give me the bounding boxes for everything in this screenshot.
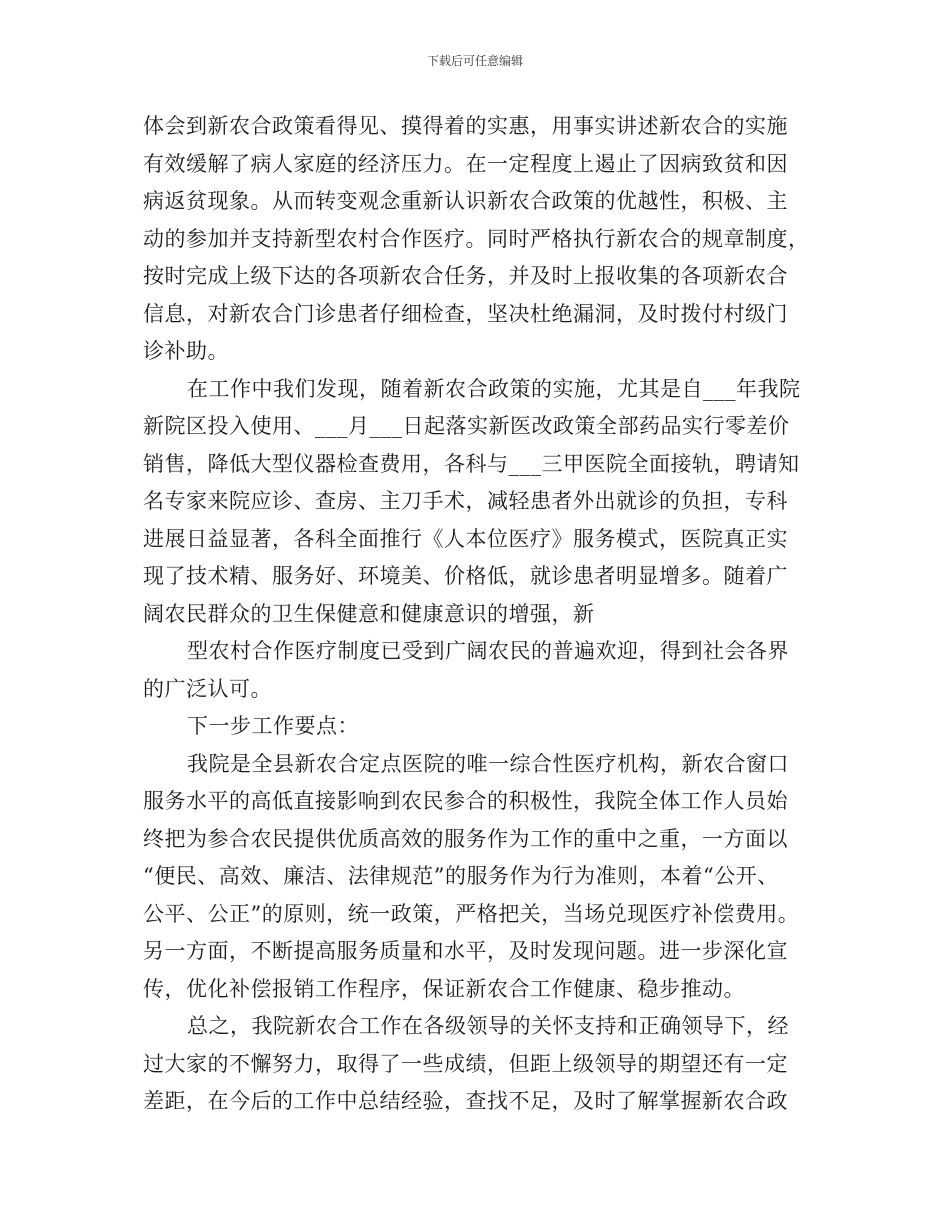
text-line: 过大家的不懈努力，取得了一些成绩，但距上级领导的期望还有一定 (143, 1051, 788, 1076)
text-line: 型农村合作医疗制度已受到广阔农民的普遍欢迎，得到社会各界 (187, 639, 789, 663)
text-line: 阔农民群众的卫生保健意和健康意识的增强，新 (143, 601, 595, 626)
text-line: 销售，降低大型仪器检查费用，各科与___三甲医院全面接轨，聘请知 (143, 451, 800, 476)
text-line: “便民、高效、廉洁、法律规范”的服务作为行为准则，本着“公开、 (143, 864, 779, 888)
text-line: 的广泛认可。 (143, 676, 272, 701)
text-line: 现了技术精、服务好、环境美、价格低，就诊患者明显增多。随着广 (143, 564, 788, 588)
text-line: 公平、公正”的原则，统一政策，严格把关，当场兑现医疗补偿费用。 (143, 901, 800, 926)
page-header: 下载后可任意编辑 (426, 54, 523, 68)
text-line: 信息，对新农合门诊患者仔细检查，坚决杜绝漏洞，及时拨付村级门 (143, 301, 788, 326)
text-line: 在工作中我们发现，随着新农合政策的实施，尤其是自___年我院 (187, 376, 801, 401)
text-line: 传，优化补偿报销工作程序，保证新农合工作健康、稳步推动。 (143, 976, 745, 1001)
text-line: 按时完成上级下达的各项新农合任务，并及时上报收集的各项新农合 (143, 264, 788, 288)
text-line: 总之，我院新农合工作在各级领导的关怀支持和正确领导下，经 (187, 1014, 789, 1038)
text-line: 我院是全县新农合定点医院的唯一综合性医疗机构，新农合窗口 (187, 751, 789, 776)
text-line: 体会到新农合政策看得见、摸得着的实惠，用事实讲述新农合的实施 (143, 114, 788, 138)
text-line: 差距，在今后的工作中总结经验，查找不足，及时了解掌握新农合政 (143, 1089, 788, 1113)
text-line: 新院区投入使用、___月___日起落实新医改政策全部药品实行零差价 (143, 414, 790, 438)
text-line: 有效缓解了病人家庭的经济压力。在一定程度上遏止了因病致贫和因 (143, 151, 788, 176)
text-line: 进展日益显著，各科全面推行《人本位医疗》服务模式，医院真正实 (143, 526, 788, 551)
text-line: 诊补助。 (143, 339, 229, 363)
text-line: 服务水平的高低直接影响到农民参合的积极性，我院全体工作人员始 (143, 789, 788, 813)
text-line: 名专家来院应诊、查房、主刀手术，减轻患者外出就诊的负担，专科 (143, 489, 788, 513)
section-heading: 下一步工作要点： (187, 714, 359, 738)
text-line: 病返贫现象。从而转变观念重新认识新农合政策的优越性，积极、主 (143, 189, 788, 213)
document-body (143, 108, 813, 1121)
text-line: 动的参加并支持新型农村合作医疗。同时严格执行新农合的规章制度， (143, 226, 810, 251)
text-line: 另一方面，不断提高服务质量和水平，及时发现问题。进一步深化宣 (143, 939, 788, 963)
text-line: 终把为参合农民提供优质高效的服务作为工作的重中之重，一方面以 (143, 826, 788, 851)
